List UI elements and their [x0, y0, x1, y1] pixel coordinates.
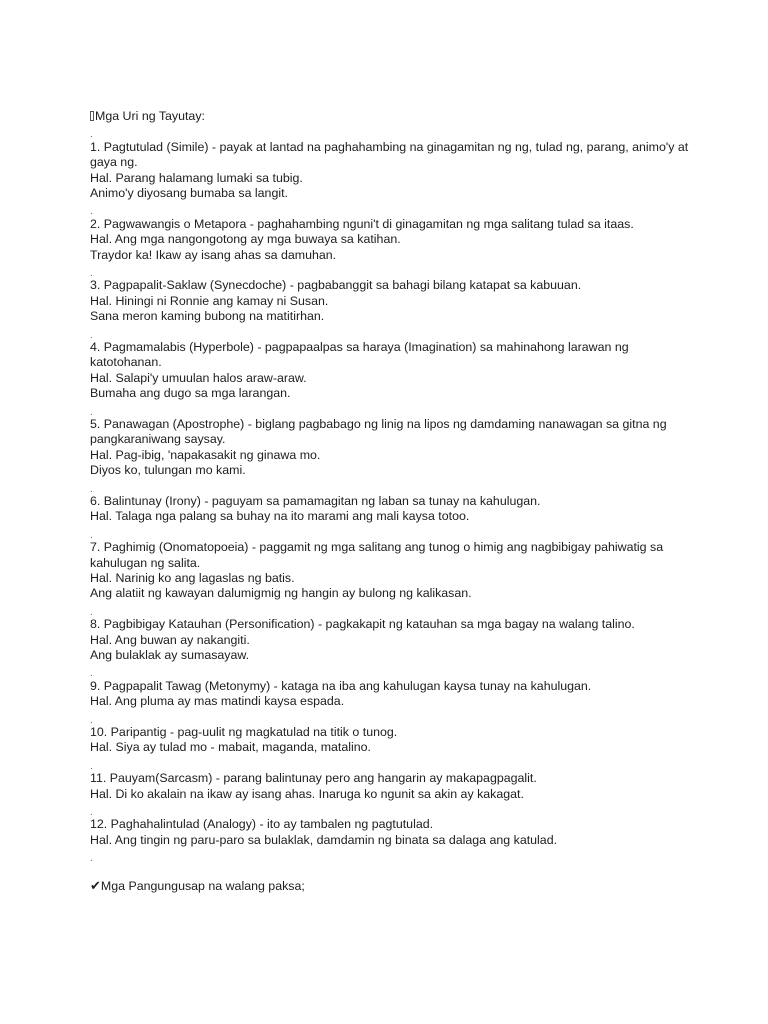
separator-dot: .: [90, 668, 93, 680]
separator-dot: .: [90, 760, 93, 772]
entry-example: Hal. Talaga nga palang sa buhay na ito marami ang mali kaysa totoo.: [90, 509, 470, 524]
separator-dot: .: [90, 406, 93, 418]
entry-example: Hal. Narinig ko ang lagaslas ng batis.: [90, 571, 295, 586]
entry-list: [90, 124, 690, 863]
entry-example: Hal. Ang pluma ay mas matindi kaysa espada.: [90, 694, 345, 709]
document-body: [90, 109, 690, 894]
list-item: [90, 725, 690, 756]
footer-heading: [90, 878, 690, 894]
entry-example: Sana meron kaming bubong na matitirhan.: [90, 309, 325, 324]
separator-dot: .: [90, 853, 93, 865]
list-item: [90, 217, 690, 263]
entry-example: Hal. Siya ay tulad mo - mabait, maganda, matalino.: [90, 740, 371, 755]
entry-example: Traydor ka! Ikaw ay isang ahas sa damuhan.: [90, 247, 337, 262]
entry-example: Hal. Ang mga nangongotong ay mga buwaya sa katihan.: [90, 232, 401, 247]
list-item: [90, 540, 690, 602]
entry-definition: 3. Pagpapalit-Saklaw (Synecdoche) - pagbabanggit sa bahagi bilang katapat sa kabuuan.: [90, 278, 582, 293]
separator-dot: .: [90, 714, 93, 726]
entry-definition: 5. Panawagan (Apostrophe) - biglang pagbabago ng linig na lipos ng damdaming nanawagan sa gitna ng pangkaraniwang saysay.: [90, 417, 667, 447]
entry-example: Animo'y diyosang bumaba sa langit.: [90, 186, 288, 200]
entry-definition: 9. Pagpapalit Tawag (Metonymy) - kataga na iba ang kahulugan kaysa tunay na kahulugan.: [90, 678, 592, 693]
separator-dot: .: [90, 807, 93, 819]
entry-definition: 8. Pagbibigay Katauhan (Personification) - pagkakapit ng katauhan sa mga bagay na walang talino.: [90, 617, 635, 632]
list-item: [90, 679, 690, 710]
separator-dot: .: [90, 529, 93, 541]
separator-dot: .: [90, 206, 93, 218]
entry-definition: 1. Pagtutulad (Simile) - payak at lantad na paghahambing na ginagamitan ng ng, tulad ng, parang, animo'y at gaya ng.: [90, 139, 689, 170]
entry-example: Hal. Parang halamang lumaki sa tubig.: [90, 170, 303, 185]
section-heading: [90, 109, 690, 124]
list-item: [90, 140, 690, 202]
entry-example: Hal. Hiningi ni Ronnie ang kamay ni Susan.: [90, 293, 329, 308]
separator-dot: .: [90, 268, 93, 280]
entry-definition: 12. Paghahalintulad (Analogy) - ito ay tambalen ng pagtutulad.: [90, 817, 434, 832]
list-item: [90, 771, 690, 802]
entry-example: Diyos ko, tulungan mo kami.: [90, 463, 246, 478]
entry-example: Hal. Di ko akalain na ikaw ay isang ahas. Inaruga ko ngunit sa akin ay kakagat.: [90, 786, 524, 801]
list-item: [90, 817, 690, 848]
list-item: [90, 494, 690, 525]
separator-dot: .: [90, 606, 93, 618]
entry-example: Ang bulaklak ay sumasayaw.: [90, 648, 250, 663]
separator-dot: .: [90, 129, 93, 141]
separator-dot: .: [90, 329, 93, 341]
entry-definition: 10. Paripantig - pag-uulit ng magkatulad na titik o tunog.: [90, 725, 398, 740]
entry-definition: 2. Pagwawangis o Metapora - paghahambing nguni't di ginagamitan ng mga salitang tulad sa itaas.: [90, 216, 634, 231]
list-item: [90, 278, 690, 324]
entry-example: Hal. Pag-ibig, 'napakasakit ng ginawa mo.: [90, 447, 321, 462]
entry-example: Hal. Ang buwan ay nakangiti.: [90, 632, 250, 647]
list-item: [90, 340, 690, 402]
footer-heading-text: Mga Pangungusap na walang paksa;: [100, 878, 305, 893]
entry-definition: 4. Pagmamalabis (Hyperbole) - pagpapaalpas sa haraya (Imagination) sa mahinahong larawan ng katotohanan.: [90, 340, 629, 370]
entry-definition: 11. Pauyam(Sarcasm) - parang balintunay pero ang hangarin ay makapagpagalit.: [90, 771, 537, 786]
check-mark-icon: ✔: [90, 877, 101, 893]
entry-example: Bumaha ang dugo sa mga larangan.: [90, 386, 291, 401]
entry-definition: 7. Paghimig (Onomatopoeia) - paggamit ng mga salitang ang tunog o himig ang nagbibigay pahiwatig sa kahulugan ng salita.: [90, 540, 664, 570]
missing-glyph-icon: [90, 111, 94, 121]
entry-definition: 6. Balintunay (Irony) - paguyam sa pamamagitan ng laban sa tunay na kahulugan.: [90, 494, 541, 509]
list-item: [90, 617, 690, 663]
entry-example: Ang alatiit ng kawayan dalumigmig ng hangin ay bulong ng kalikasan.: [90, 586, 472, 601]
list-item: [90, 417, 690, 479]
entry-example: Hal. Ang tingin ng paru-paro sa bulaklak, damdamin ng binata sa dalaga ang katulad.: [90, 832, 558, 847]
entry-example: Hal. Salapi'y umuulan halos araw-araw.: [90, 370, 307, 385]
separator-dot: .: [90, 483, 93, 495]
section-heading-text: Mga Uri ng Tayutay:: [95, 109, 205, 123]
